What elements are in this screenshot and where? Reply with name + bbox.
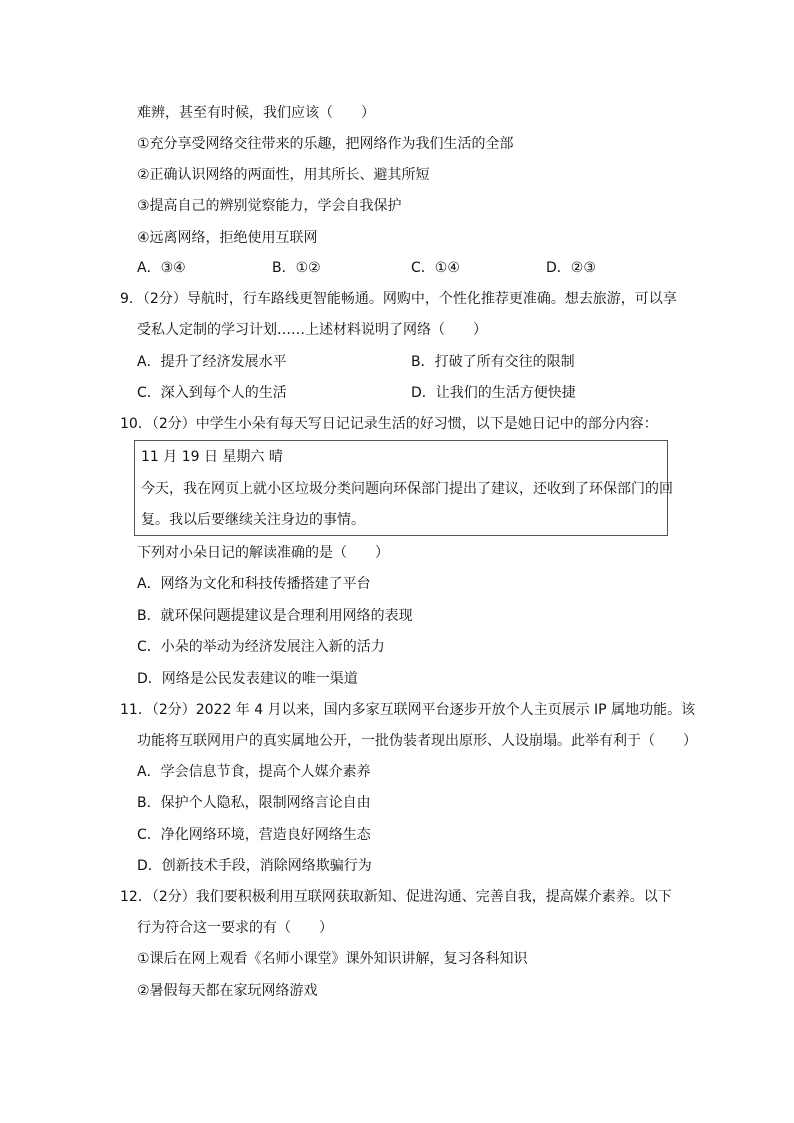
q8-item-4: ④远离网络，拒绝使用互联网 — [137, 230, 318, 246]
q9-options-row-2 — [0, 383, 794, 403]
q9-stem-line-2: 受私人定制的学习计划……上述材料说明了网络（ ） — [137, 322, 487, 338]
q9-stem-line-1: 9．（2分）导航时，行车路线更智能畅通。网购中，个性化推荐更准确。想去旅游，可以享 — [120, 291, 677, 307]
q8-option-c[interactable]: C．①④ — [411, 260, 460, 276]
q8-item-2: ②正确认识网络的两面性，用其所长、避其所短 — [137, 167, 430, 183]
q8-option-a[interactable]: A．③④ — [137, 260, 186, 276]
q8-item-3: ③提高自己的辨别觉察能力，学会自我保护 — [137, 198, 402, 214]
q12-item-1: ①课后在网上观看《名师小课堂》课外知识讲解，复习各科知识 — [137, 951, 528, 967]
q8-option-b[interactable]: B．①② — [272, 260, 321, 276]
q9-option-b[interactable]: B．打破了所有交往的限制 — [411, 354, 575, 370]
diary-line-2: 复。我以后要继续关注身边的事情。 — [141, 512, 365, 528]
q10-option-b[interactable]: B．就环保问题提建议是合理利用网络的表现 — [137, 608, 413, 624]
q9-option-a[interactable]: A．提升了经济发展水平 — [137, 354, 287, 370]
q8-item-1: ①充分享受网络交往带来的乐趣，把网络作为我们生活的全部 — [137, 136, 514, 152]
q11-option-c[interactable]: C．净化网络环境，营造良好网络生态 — [137, 827, 371, 843]
q12-stem-line-1: 12．（2分）我们要积极利用互联网获取新知、促进沟通、完善自我，提高媒介素养。以下 — [120, 889, 672, 905]
q11-stem-line-2: 功能将互联网用户的真实属地公开，一批伪装者现出原形、人设崩塌。此举有利于（ ） — [137, 733, 697, 749]
diary-date: 11 月 19 日 星期六 晴 — [141, 449, 283, 465]
q10-option-c[interactable]: C．小朵的举动为经济发展注入新的活力 — [137, 639, 385, 655]
q10-option-d[interactable]: D．网络是公民发表建议的唯一渠道 — [137, 671, 358, 687]
q9-options-row-1 — [0, 352, 794, 372]
q11-stem-line-1: 11．（2分）2022 年 4 月以来，国内多家互联网平台逐步开放个人主页展示 IP 属地功能。该 — [120, 702, 696, 718]
q10-option-a[interactable]: A．网络为文化和科技传播搭建了平台 — [137, 576, 371, 592]
diary-line-1: 今天，我在网页上就小区垃圾分类问题向环保部门提出了建议，还收到了环保部门的回 — [141, 481, 673, 497]
q12-stem-line-2: 行为符合这一要求的有（ ） — [137, 920, 333, 936]
q10-stem-line-1: 10．（2分）中学生小朵有每天写日记记录生活的好习惯，以下是她日记中的部分内容： — [120, 416, 658, 432]
q11-option-b[interactable]: B．保护个人隐私，限制网络言论自由 — [137, 795, 371, 811]
q11-option-d[interactable]: D．创新技术手段，消除网络欺骗行为 — [137, 858, 372, 874]
q8-stem-continuation: 难辨，甚至有时候，我们应该（ ） — [137, 105, 375, 121]
q10-stem-line-2: 下列对小朵日记的解读准确的是（ ） — [137, 545, 389, 561]
q9-option-c[interactable]: C．深入到每个人的生活 — [137, 385, 287, 401]
q8-options — [0, 258, 794, 278]
q12-item-2: ②暑假每天都在家玩网络游戏 — [137, 983, 318, 999]
diary-box — [134, 440, 673, 536]
q9-option-d[interactable]: D．让我们的生活方便快捷 — [411, 385, 576, 401]
q11-option-a[interactable]: A．学会信息节食，提高个人媒介素养 — [137, 764, 371, 780]
q8-option-d[interactable]: D．②③ — [546, 260, 596, 276]
